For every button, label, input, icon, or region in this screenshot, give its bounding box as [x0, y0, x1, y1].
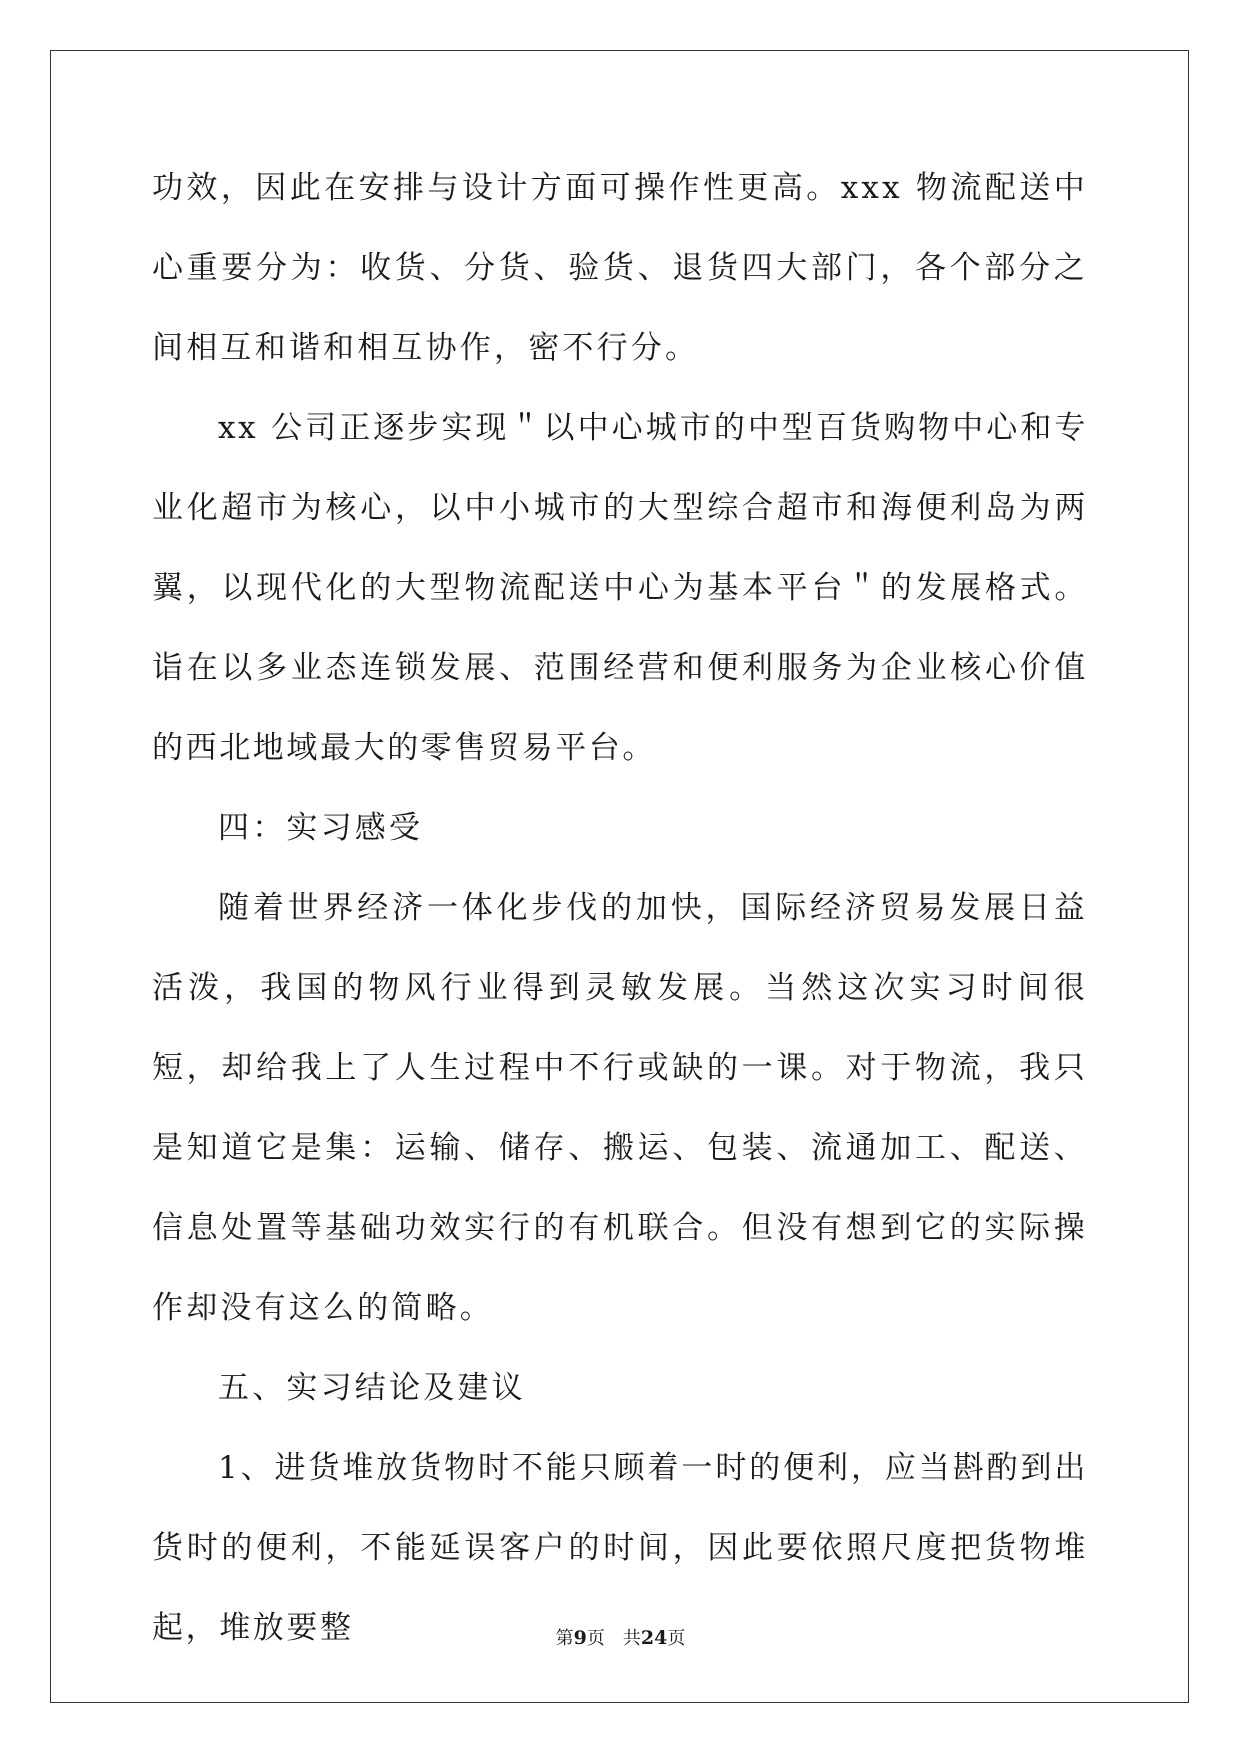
page-footer [0, 1624, 1241, 1650]
section-heading-5: 五、实习结论及建议 [218, 1370, 526, 1406]
paragraph-3: 随着世界经济一体化步伐的加快，国际经济贸易发展日益活泼，我国的物风行业得到灵敏发展。当然这次实习时间很短，却给我上了人生过程中不行或缺的一课。对于物流，我只是知道它是集：运输、储存、搬运、包装、流通加工、配送、信息处置等基础功效实行的有机联合。但没有想到它的实际操作却没有这么的简略。 [152, 890, 1088, 1326]
paragraph-4: 1、进货堆放货物时不能只顾着一时的便利，应当斟酌到出货时的便利，不能延误客户的时间，因此要依照尺度把货物堆起，堆放要整 [152, 1450, 1088, 1646]
section-heading-4: 四：实习感受 [218, 810, 424, 846]
document-body [152, 148, 1088, 1668]
footer-mid: 页 共 [586, 1628, 641, 1649]
footer-suffix: 页 [667, 1628, 686, 1649]
footer-page-number: 9 [573, 1627, 587, 1649]
paragraph-2: xx 公司正逐步实现＂以中心城市的中型百货购物中心和专业化超市为核心，以中小城市的大型综合超市和海便利岛为两翼，以现代化的大型物流配送中心为基本平台＂的发展格式。诣在以多业态连锁发展、范围经营和便利服务为企业核心价值的西北地域最大的零售贸易平台。 [152, 410, 1088, 766]
footer-prefix: 第 [555, 1628, 574, 1649]
footer-total-pages: 24 [640, 1627, 668, 1649]
paragraph-1: 功效，因此在安排与设计方面可操作性更高。xxx 物流配送中心重要分为：收货、分货、验货、退货四大部门，各个部分之间相互和谐和相互协作，密不行分。 [152, 170, 1088, 366]
